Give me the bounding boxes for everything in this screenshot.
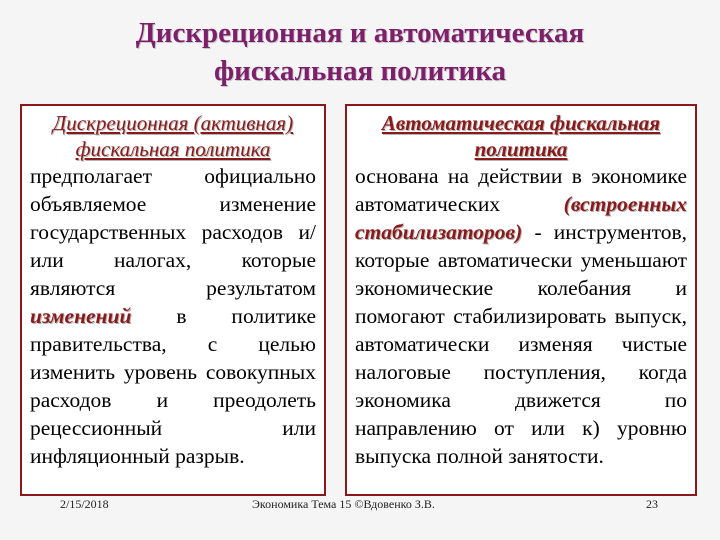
automatic-text-part1: основана на действии в экономике автоматических [355, 164, 687, 216]
discretionary-heading [30, 110, 316, 162]
slide-title [0, 14, 720, 90]
automatic-heading-line1: Автоматическая фискальная [381, 111, 661, 135]
automatic-heading-line2: политика [474, 137, 568, 161]
slide-title-line1: Дискреционная и автоматическая [135, 17, 585, 49]
discretionary-text-part1: предполагает официально объявляемое изменение государственных расходов и/или налогах, которые являются результатом [30, 164, 316, 300]
built-in-stabilizers-accent: (встроенных стабилизаторов) [355, 192, 687, 244]
discretionary-heading-line1: Дискреционная (активная) [52, 111, 294, 135]
footer-date: 2/15/2018 [60, 497, 109, 511]
automatic-text-part2: - инструментов, которые автоматически уменьшают экономические колебания и помогают стабилизировать выпуск, автоматически изменяя чистые налоговые поступления, когда экономика движется по направлению от или к) уровню выпуска полной занятости. [355, 220, 687, 468]
automatic-policy-panel [345, 104, 697, 496]
discretionary-policy-panel [20, 104, 326, 496]
automatic-description [355, 162, 687, 470]
discretionary-heading-line2: фискальная политика [75, 137, 271, 161]
automatic-heading [355, 110, 687, 162]
footer-page-number: 23 [646, 497, 658, 511]
footer-course-credit: Экономика Тема 15 ©Вдовенко З.В. [252, 497, 435, 511]
changes-accent-word: изменений [30, 304, 132, 328]
discretionary-description [30, 162, 316, 470]
slide-title-line2: фискальная политика [214, 55, 506, 87]
discretionary-text-part2: в политике правительства, с целью изменить уровень совокупных расходов и преодолеть рецессионный или инфляционный разрыв. [30, 304, 316, 468]
